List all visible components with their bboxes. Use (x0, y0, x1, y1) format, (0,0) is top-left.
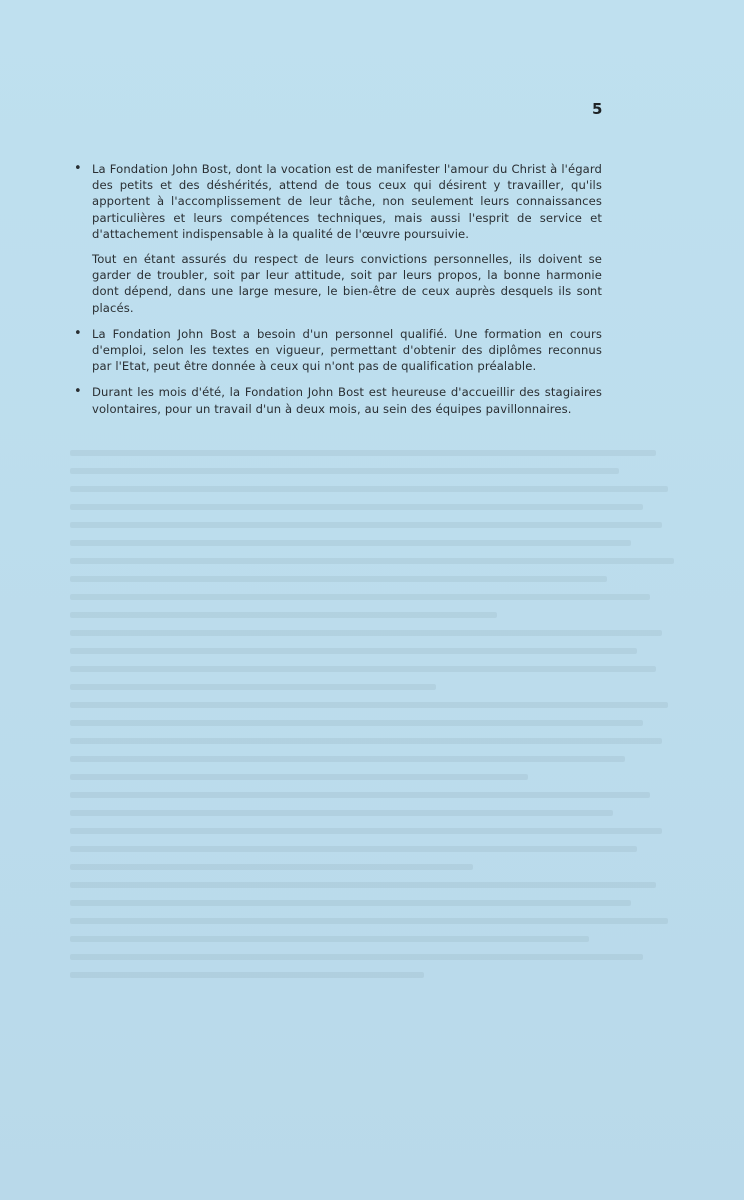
bullet-icon: • (74, 325, 82, 341)
paragraph: La Fondation John Bost, dont la vocation est de manifester l'amour du Christ à l'égard des petits et des déshérités, attend de tous ceux qui désirent y travailler, qu'ils apportent à l'accomplissement de leur tâche, non seulement leurs connaissances particulières et leurs compétences techniques, mais aussi l'esprit de service et d'attachement indispensable à la qualité de l'œuvre poursuivie. (92, 162, 602, 241)
page-number: 5 (592, 100, 603, 118)
paragraph: La Fondation John Bost a besoin d'un personnel qualifié. Une formation en cours d'emploi, selon les textes en vigueur, permettant d'obtenir des diplômes reconnus par l'Etat, peut être donnée à ceux qui n'ont pas de qualification préalable. (92, 326, 602, 374)
list-item (74, 161, 602, 316)
list-item (74, 384, 602, 416)
bullet-list (74, 161, 602, 427)
bullet-icon: • (74, 384, 82, 400)
paragraph: Durant les mois d'été, la Fondation John Bost est heureuse d'accueillir des stagiaires volontaires, pour un travail d'un à deux mois, au sein des équipes pavillonnaires. (92, 385, 602, 416)
bullet-icon: • (74, 161, 82, 176)
list-item (74, 325, 602, 375)
paragraph: Tout en étant assurés du respect de leurs convictions personnelles, ils doivent se garder de troubler, soit par leur attitude, soit par leurs propos, la bonne harmonie dont dépend, dans une large mesure, le bien-être de ceux auprès desquels ils sont placés. (92, 252, 602, 315)
show-through-background (70, 450, 680, 1010)
